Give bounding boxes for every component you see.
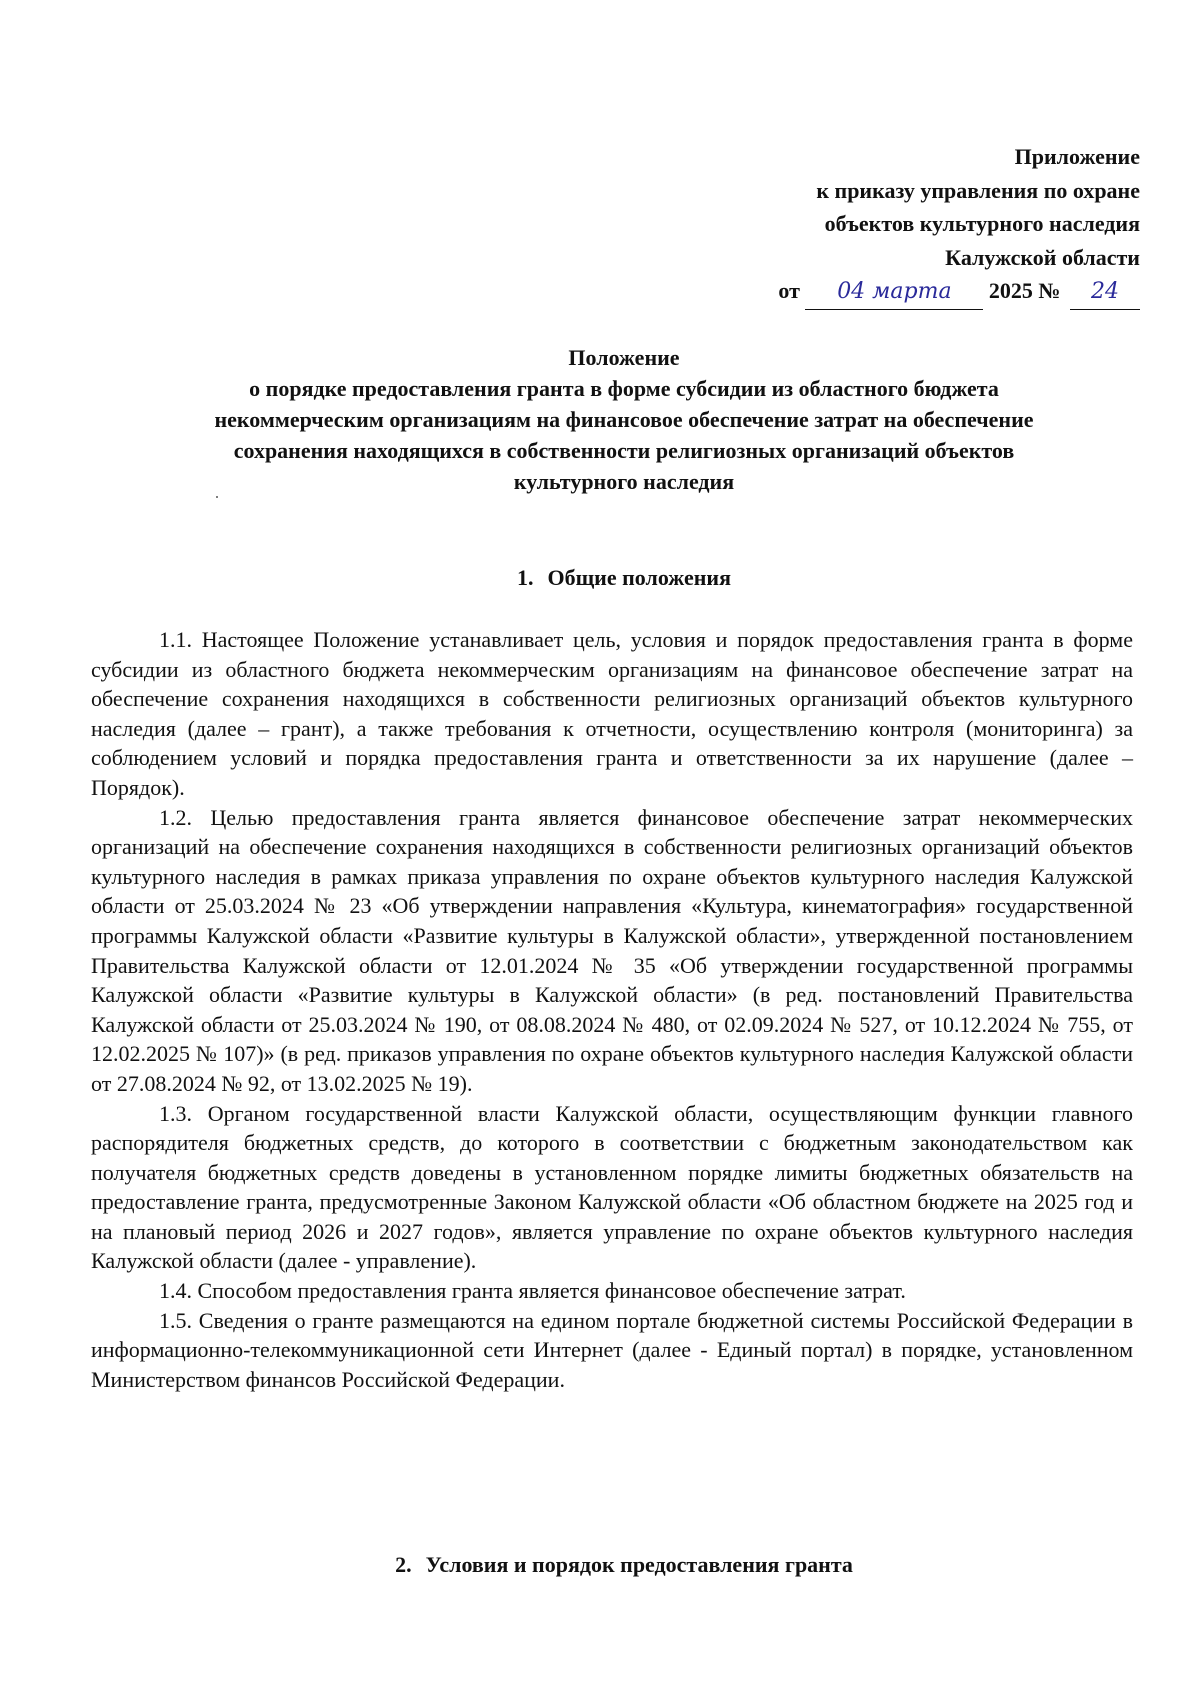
title-line: сохранения находящихся в собственности религиозных организаций объектов xyxy=(233,438,1015,463)
section-1-heading xyxy=(118,565,1130,591)
title-line: культурного наследия xyxy=(513,469,735,494)
document-title xyxy=(118,342,1130,497)
section-title: Условия и порядок предоставления гранта xyxy=(425,1552,853,1577)
date-prefix: от xyxy=(778,278,800,303)
section-number: 1. xyxy=(517,565,534,590)
title-line: Положение xyxy=(568,345,680,370)
appendix-title: Приложение xyxy=(1014,144,1140,169)
handwritten-date: 04 марта xyxy=(805,275,983,310)
appendix-date-line xyxy=(580,274,1140,310)
appendix-line: Калужской области xyxy=(945,244,1140,270)
scan-speck xyxy=(216,496,218,498)
appendix-line: объектов культурного наследия xyxy=(824,211,1140,236)
handwritten-number: 24 xyxy=(1070,275,1140,310)
paragraph-1-1: 1.1. Настоящее Положение устанавливает цель, условия и порядок предоставления гранта в форме субсидии из областного бюджета некоммерческим организациям на финансовое обеспечение затрат на обеспечение сохранения находящихся в собственности религиозных организаций объектов культурного наследия (далее – грант), а также требования к отчетности, осуществлению контроля (мониторинга) за соблюдением условий и порядка предоставления гранта и ответственности за их нарушение (далее – Порядок). xyxy=(91,627,1133,800)
paragraph-1-3: 1.3. Органом государственной власти Калужской области, осуществляющим функции главного распорядителя бюджетных средств, до которого в соответствии с бюджетным законодательством как получателя бюджетных средств доведены в установленном порядке лимиты бюджетных обязательств на предоставление гранта, предусмотренные Законом Калужской области «Об областном бюджете на 2025 год и на плановый период 2026 и 2027 годов», является управление по охране объектов культурного наследия Калужской области (далее - управление). xyxy=(91,1100,1133,1274)
paragraph-1-4: 1.4. Способом предоставления гранта является финансовое обеспечение затрат. xyxy=(159,1278,906,1304)
section-number: 2. xyxy=(395,1552,412,1577)
appendix-block xyxy=(580,140,1140,310)
title-line: о порядке предоставления гранта в форме субсидии из областного бюджета xyxy=(249,376,999,401)
appendix-line: к приказу управления по охране xyxy=(816,177,1140,203)
section-title: Общие положения xyxy=(547,565,731,590)
title-line: некоммерческим организациям на финансовое обеспечение затрат на обеспечение xyxy=(214,407,1034,432)
section-2-heading xyxy=(118,1552,1130,1578)
paragraph-1-2: 1.2. Целью предоставления гранта является финансовое обеспечение затрат некоммерческих организаций на обеспечение сохранения находящихся в собственности религиозных организаций объектов культурного наследия в рамках приказа управления по охране объектов культурного наследия Калужской области от 25.03.2024 № 23 «Об утверждении направления «Культура, кинематография» государственной программы Калужской области «Развитие культуры в Калужской области», утвержденной постановлением Правительства Калужской области от 12.01.2024 № 35 «Об утверждении государственной программы Калужской области «Развитие культуры в Калужской области» (в ред. постановлений Правительства Калужской области от 25.03.2024 № 190, от 08.08.2024 № 480, от 02.09.2024 № 527, от 10.12.2024 № 755, от 12.02.2025 № 107)» (в ред. приказов управления по охране объектов культурного наследия Калужской области от 27.08.2024 № 92, от 13.02.2025 № 19). xyxy=(91,804,1133,1096)
section-1-body xyxy=(91,625,1133,1394)
paragraph-1-5: 1.5. Сведения о гранте размещаются на едином портале бюджетной системы Российской Федерации в информационно-телекоммуникационной сети Интернет (далее - Единый портал) в порядке, установленном Министерством финансов Российской Федерации. xyxy=(91,1307,1133,1392)
year-number-label: 2025 № xyxy=(988,278,1061,303)
